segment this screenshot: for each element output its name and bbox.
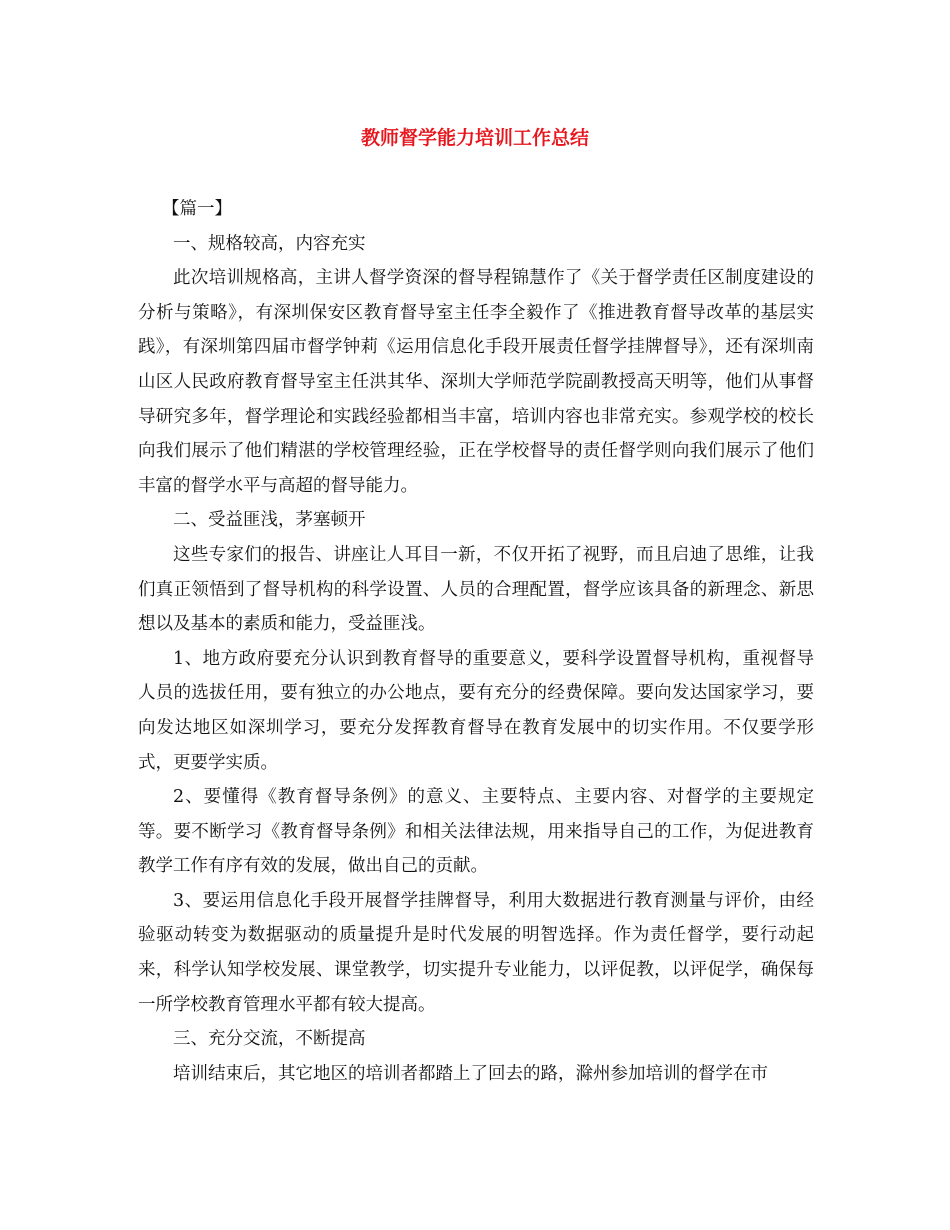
section-label: 【篇一】 bbox=[162, 199, 232, 219]
document-body bbox=[138, 192, 814, 1091]
heading-2: 二、受益匪浅，茅塞顿开 bbox=[173, 510, 366, 531]
paragraph-2: 这些专家们的报告、讲座让人耳目一新，不仅开拓了视野，而且启迪了思维，让我们真正领悟到了督导机构的科学设置、人员的合理配置，督学应该具备的新理念、新思想以及基本的素质和能力，受益匪浅。 bbox=[138, 544, 814, 635]
paragraph-3: 培训结束后，其它地区的培训者都踏上了回去的路，滁州参加培训的督学在市 bbox=[173, 1063, 768, 1084]
heading-3: 三、充分交流，不断提高 bbox=[173, 1029, 366, 1050]
document-title: 教师督学能力培训工作总结 bbox=[360, 127, 589, 149]
list-item-3: 3、要运用信息化手段开展督学挂牌督导，利用大数据进行教育测量与评价，由经验驱动转变为数据驱动的质量提升是时代发展的明智选择。作为责任督学，要行动起来，科学认知学校发展、课堂教学，切实提升专业能力，以评促教，以评促学，确保每一所学校教育管理水平都有较大提高。 bbox=[138, 890, 814, 1015]
paragraph-1: 此次培训规格高，主讲人督学资深的督导程锦慧作了《关于督学责任区制度建设的分析与策略》，有深圳保安区教育督导室主任李全毅作了《推进教育督导改革的基层实践》，有深圳第四届市督学钟莉《运用信息化手段开展责任督学挂牌督导》，还有深圳南山区人民政府教育督导室主任洪其华、深圳大学师范学院副教授高天明等，他们从事督导研究多年，督学理论和实践经验都相当丰富，培训内容也非常充实。参观学校的校长向我们展示了他们精湛的学校管理经验，正在学校督导的责任督学则向我们展示了他们丰富的督学水平与高超的督导能力。 bbox=[138, 268, 814, 496]
list-item-2: 2、要懂得《教育督导条例》的意义、主要特点、主要内容、对督学的主要规定等。要不断学习《教育督导条例》和相关法律法规，用来指导自己的工作，为促进教育教学工作有序有效的发展，做出自己的贡献。 bbox=[138, 787, 814, 877]
list-item-1: 1、地方政府要充分认识到教育督导的重要意义，要科学设置督导机构，重视督导人员的选拔任用，要有独立的办公地点，要有充分的经费保障。要向发达国家学习，要向发达地区如深圳学习，要充分发挥教育督导在教育发展中的切实作用。不仅要学形式，更要学实质。 bbox=[138, 648, 814, 773]
heading-1: 一、规格较高，内容充实 bbox=[173, 233, 366, 254]
